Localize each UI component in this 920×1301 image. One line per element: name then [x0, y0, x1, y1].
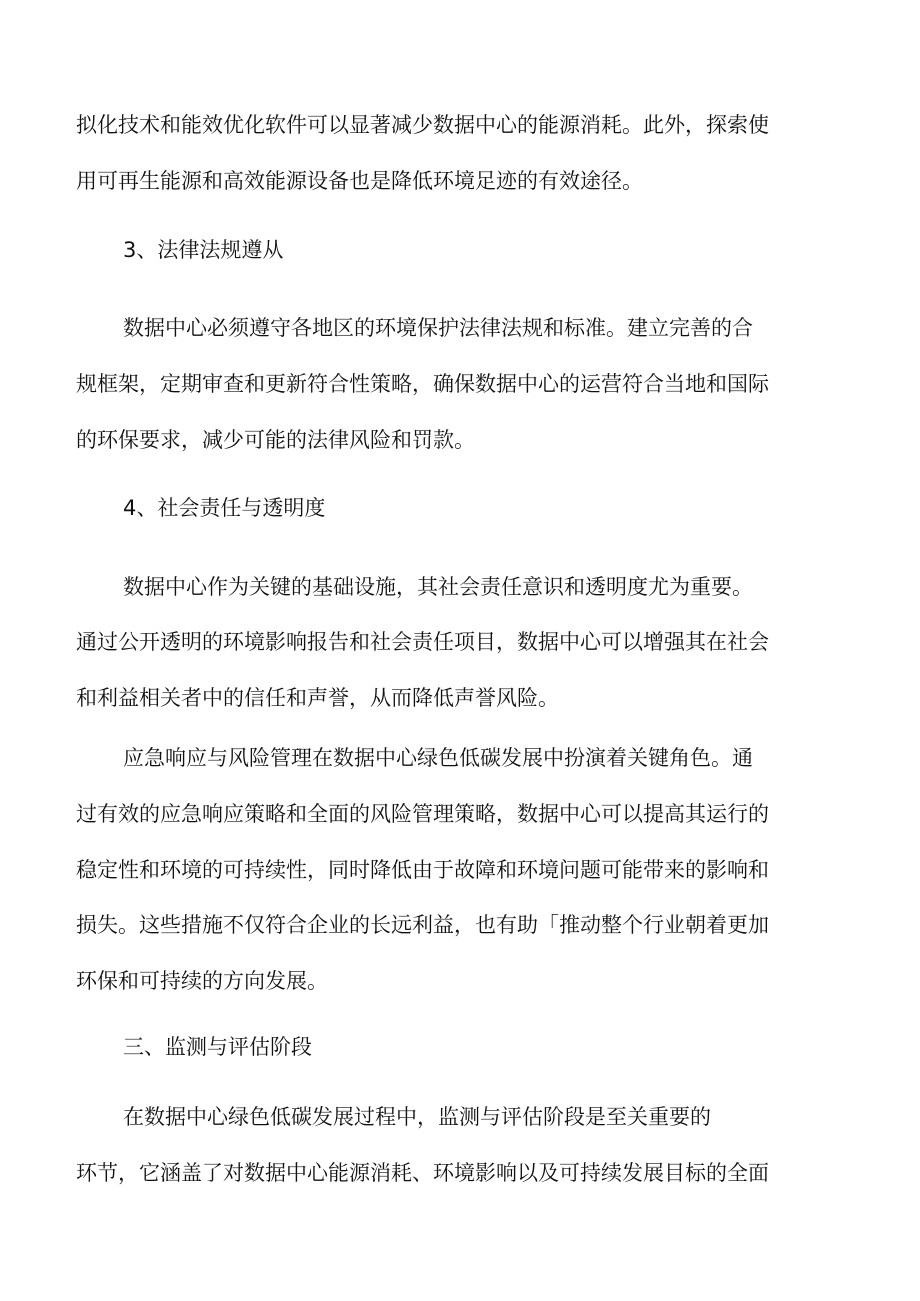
section-heading: 三、监测与评估阶段	[123, 1035, 312, 1059]
paragraph-line: 环保和可持续的方向发展。	[76, 969, 328, 993]
paragraph-line: 损失。这些措施不仅符合企业的长远利益，也有助「推动整个行业朝着更加	[76, 913, 769, 937]
paragraph-line: 应急响应与风险管理在数据中心绿色低碳发展中扮演着关键角色。通	[123, 746, 753, 770]
paragraph-line: 通过公开透明的环境影响报告和社会责任项目，数据中心可以增强其在社会	[76, 630, 769, 654]
paragraph-line: 用可再生能源和高效能源设备也是降低环境足迹的有效途径。	[76, 169, 643, 193]
section-heading: 3、法律法规遵从	[123, 238, 284, 262]
paragraph-line: 数据中心必须遵守各地区的环境保护法律法规和标准。建立完善的合	[123, 316, 753, 340]
paragraph-line: 的环保要求，减少可能的法律风险和罚款。	[76, 428, 475, 452]
paragraph-line: 规框架，定期审查和更新符合性策略，确保数据中心的运营符合当地和国际	[76, 372, 769, 396]
section-heading: 4、社会责任与透明度	[123, 496, 326, 520]
paragraph-line: 拟化技术和能效优化软件可以显著减少数据中心的能源消耗。此外，探索使	[76, 113, 769, 137]
paragraph-line: 稳定性和环境的可持续性，同时降低由于故障和环境问题可能带来的影响和	[76, 858, 769, 882]
paragraph-line: 环节，它涵盖了对数据中心能源消耗、环境影响以及可持续发展目标的全面	[76, 1161, 769, 1185]
paragraph-line: 数据中心作为关键的基础设施，其社会责任意识和透明度尤为重要。	[123, 575, 753, 599]
paragraph-line: 在数据中心绿色低碳发展过程中，监测与评估阶段是至关重要的	[123, 1105, 711, 1129]
paragraph-line: 和利益相关者中的信任和声誉，从而降低声誉风险。	[76, 686, 559, 710]
paragraph-line: 过有效的应急响应策略和全面的风险管理策略，数据中心可以提高其运行的	[76, 802, 769, 826]
